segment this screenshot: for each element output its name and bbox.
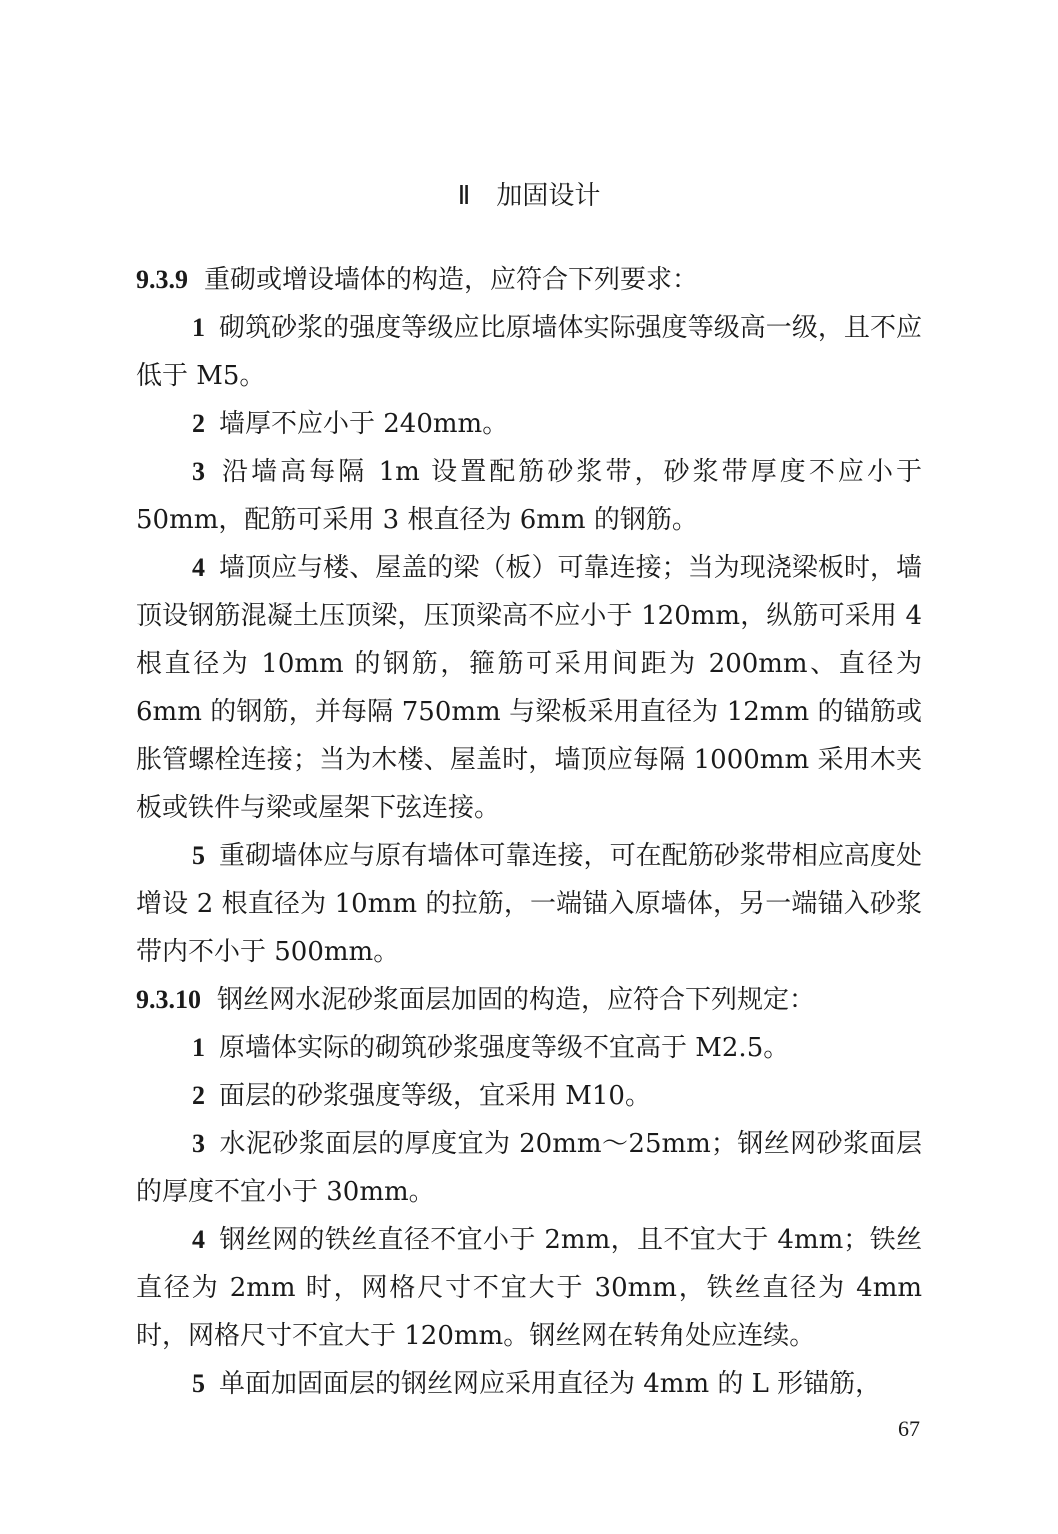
item-number: 3 [192,1129,205,1158]
list-item [136,1072,922,1120]
clause-number: 9.3.9 [136,265,188,294]
list-item [136,1360,922,1408]
list-item [136,448,922,544]
item-number: 1 [192,313,205,342]
list-item [136,304,922,400]
item-text: 砌筑砂浆的强度等级应比原墙体实际强度等级高一级，且不应低于 M5。 [136,313,922,391]
clause-number: 9.3.10 [136,985,201,1014]
item-number: 4 [192,1225,205,1254]
list-item [136,400,922,448]
item-number: 5 [192,1369,205,1398]
clause-heading: 钢丝网水泥砂浆面层加固的构造，应符合下列规定： [217,985,816,1015]
section-title [0,172,1058,220]
item-text: 单面加固面层的钢丝网应采用直径为 4mm 的 L 形锚筋， [219,1369,882,1399]
section-title-text: 加固设计 [496,181,601,211]
list-item [136,1024,922,1072]
section-roman-numeral: Ⅱ [457,181,471,211]
list-item [136,1216,922,1360]
clause-9-3-10 [136,976,922,1024]
item-text: 沿墙高每隔 1m 设置配筋砂浆带，砂浆带厚度不应小于 50mm，配筋可采用 3 根直径为 6mm 的钢筋。 [136,457,922,535]
list-item [136,544,922,832]
item-number: 4 [192,553,205,582]
item-number: 2 [192,1081,205,1110]
item-text: 重砌墙体应与原有墙体可靠连接，可在配筋砂浆带相应高度处增设 2 根直径为 10mm 的拉筋，一端锚入原墙体，另一端锚入砂浆带内不小于 500mm。 [136,841,922,967]
item-text: 墙顶应与楼、屋盖的梁（板）可靠连接；当为现浇梁板时，墙顶设钢筋混凝土压顶梁，压顶梁高不应小于 120mm，纵筋可采用 4 根直径为 10mm 的钢筋，箍筋可采用间距为 200mm、直径为 6mm 的钢筋，并每隔 750mm 与梁板采用直径为 12mm 的锚筋或胀管螺栓连接；当为木楼、屋盖时，墙顶应每隔 1000mm 采用木夹板或铁件与梁或屋架下弦连接。 [136,553,922,823]
clause-9-3-9 [136,256,922,304]
clause-heading: 重砌或增设墙体的构造，应符合下列要求： [204,265,699,295]
page-number: 67 [898,1416,920,1441]
item-number: 2 [192,409,205,438]
document-body [136,256,922,1408]
item-text: 原墙体实际的砌筑砂浆强度等级不宜高于 M2.5。 [219,1033,790,1063]
item-number: 1 [192,1033,205,1062]
item-text: 钢丝网的铁丝直径不宜小于 2mm，且不宜大于 4mm；铁丝直径为 2mm 时，网格尺寸不宜大于 30mm，铁丝直径为 4mm 时，网格尺寸不宜大于 120mm。钢丝网在转角处应连续。 [136,1225,922,1351]
item-text: 水泥砂浆面层的厚度宜为 20mm～25mm；钢丝网砂浆面层的厚度不宜小于 30mm。 [136,1129,922,1207]
item-number: 5 [192,841,205,870]
item-text: 面层的砂浆强度等级，宜采用 M10。 [219,1081,651,1111]
list-item [136,1120,922,1216]
item-number: 3 [192,457,205,486]
item-text: 墙厚不应小于 240mm。 [219,409,509,439]
list-item [136,832,922,976]
